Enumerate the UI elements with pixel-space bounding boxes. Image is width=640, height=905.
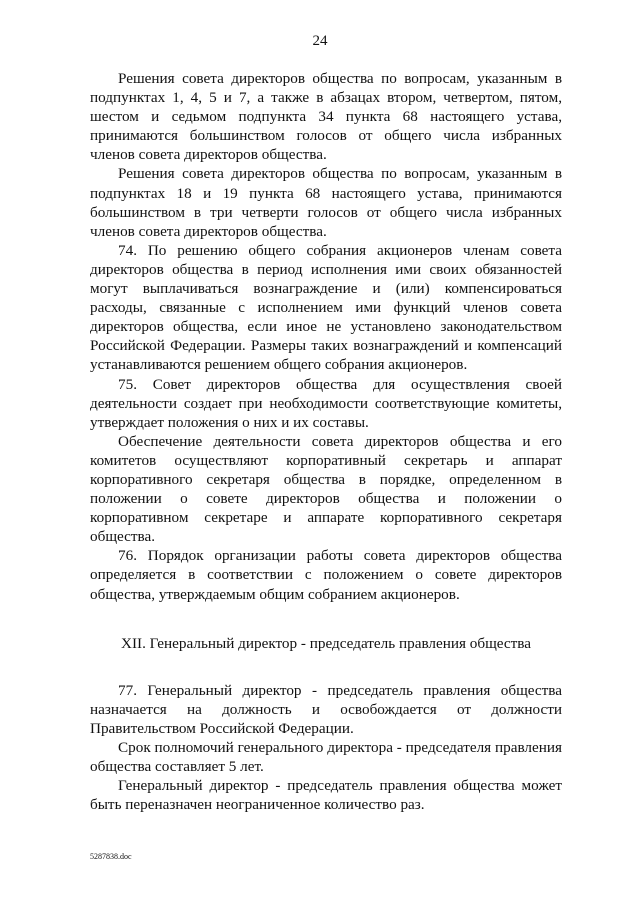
paragraph: Решения совета директоров общества по вопросам, указанным в подпунктах 18 и 19 пункта 68 настоящего устава, принимаются большинством в три четверти голосов от общего числа избранных членов совета директоров общества. bbox=[90, 165, 562, 240]
file-reference: 5287838.doc bbox=[90, 852, 132, 861]
page-number: 24 bbox=[312, 33, 328, 49]
section-heading: XII. Генеральный директор - председатель правления общества bbox=[120, 634, 531, 652]
paragraph: Срок полномочий генерального директора - председателя правления общества составляет 5 лет. bbox=[90, 739, 562, 776]
paragraph-item-76: 76. Порядок организации работы совета директоров общества определяется в соответствии с положением о совете директоров общества, утверждаемым общим собранием акционеров. bbox=[90, 547, 562, 603]
paragraph: Генеральный директор - председатель правления общества может быть переназначен неограниченное количество раз. bbox=[90, 777, 562, 814]
paragraph-item-77: 77. Генеральный директор - председатель правления общества назначается на должность и освобождается от должности Правительством Российской Федерации. bbox=[90, 681, 562, 737]
paragraph: Обеспечение деятельности совета директоров общества и его комитетов осуществляют корпоративный секретарь и аппарат корпоративного секретаря общества в порядке, определенном в положении о совете директоров общества и положении о корпоративном секретаре и аппарате корпоративного секретаря общества. bbox=[90, 432, 562, 546]
paragraph-item-74: 74. По решению общего собрания акционеров членам совета директоров общества в период исполнения ими своих обязанностей могут выплачиваться вознаграждение и (или) компенсироваться расходы, связанные с исполнением ими функций членов совета директоров общества, если иное не установлено законодательством Российской Федерации. Размеры таких вознаграждений и компенсаций устанавливаются решением общего собрания акционеров. bbox=[90, 241, 562, 374]
paragraph: Решения совета директоров общества по вопросам, указанным в подпунктах 1, 4, 5 и 7, а также в абзацах втором, четвертом, пятом, шестом и седьмом подпункта 34 пункта 68 настоящего устава, принимаются большинством голосов от общего числа избранных членов совета директоров общества. bbox=[90, 70, 562, 164]
document-body bbox=[90, 69, 562, 814]
paragraph-item-75: 75. Совет директоров общества для осуществления своей деятельности создает при необходимости соответствующие комитеты, утверждает положения о них и их составы. bbox=[90, 375, 562, 431]
